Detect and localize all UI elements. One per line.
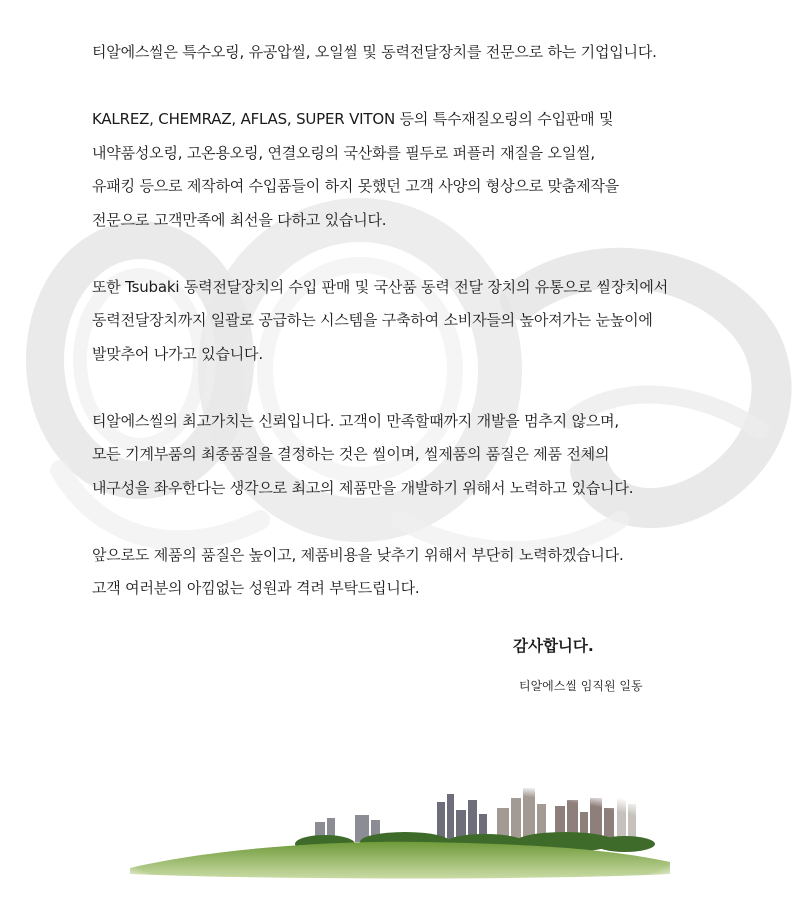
paragraph-5-line-1: 앞으로도 제품의 품질은 높이고, 제품비용을 낮추기 위해서 부단히 노력하겠습니다. (92, 545, 624, 564)
paragraph-4-line-1: 티알에스씰의 최고가치는 신뢰입니다. 고객이 만족할때까지 개발을 멈추지 않으며, (92, 411, 619, 430)
paragraph-1-line-1: 티알에스씰은 특수오링, 유공압씰, 오일씰 및 동력전달장치를 전문으로 하는 기업입니다. (92, 43, 657, 61)
paragraph-2-line-2: 내약품성오링, 고온용오링, 연결오링의 국산화를 필두로 퍼플러 재질을 오일씰, (92, 143, 595, 162)
paragraph-2-line-3: 유패킹 등으로 제작하여 수입품들이 하지 못했던 고객 사양의 형상으로 맞춤제작을 (92, 177, 619, 195)
paragraph-3-line-1: 또한 Tsubaki 동력전달장치의 수입 판매 및 국산품 동력 전달 장치의 유통으로 씰장치에서 (92, 277, 668, 296)
paragraph-4-line-2: 모든 기계부품의 최종품질을 결정하는 것은 씰이며, 씰제품의 품질은 제품 전체의 (92, 445, 610, 463)
paragraph-2-line-1: KALREZ, CHEMRAZ, AFLAS, SUPER VITON 등의 특수재질오링의 수입판매 및 (92, 110, 614, 128)
paragraph-3-line-3: 발맞추어 나가고 있습니다. (92, 344, 263, 363)
signature: 티알에스씰 임직원 일동 (519, 679, 643, 693)
closing-thanks: 감사합니다. (513, 637, 594, 655)
paragraph-2-line-4: 전문으로 고객만족에 최선을 다하고 있습니다. (92, 210, 387, 229)
city-skyline-illustration (125, 770, 675, 880)
paragraph-5-line-2: 고객 여러분의 아낌없는 성원과 격려 부탁드립니다. (92, 579, 420, 597)
paragraph-4-line-3: 내구성을 좌우한다는 생각으로 최고의 제품만을 개발하기 위해서 노력하고 있습니다. (92, 478, 634, 497)
paragraph-3-line-2: 동력전달장치까지 일괄로 공급하는 시스템을 구축하여 소비자들의 높아져가는 눈높이에 (92, 311, 653, 329)
letter-body (92, 36, 772, 606)
